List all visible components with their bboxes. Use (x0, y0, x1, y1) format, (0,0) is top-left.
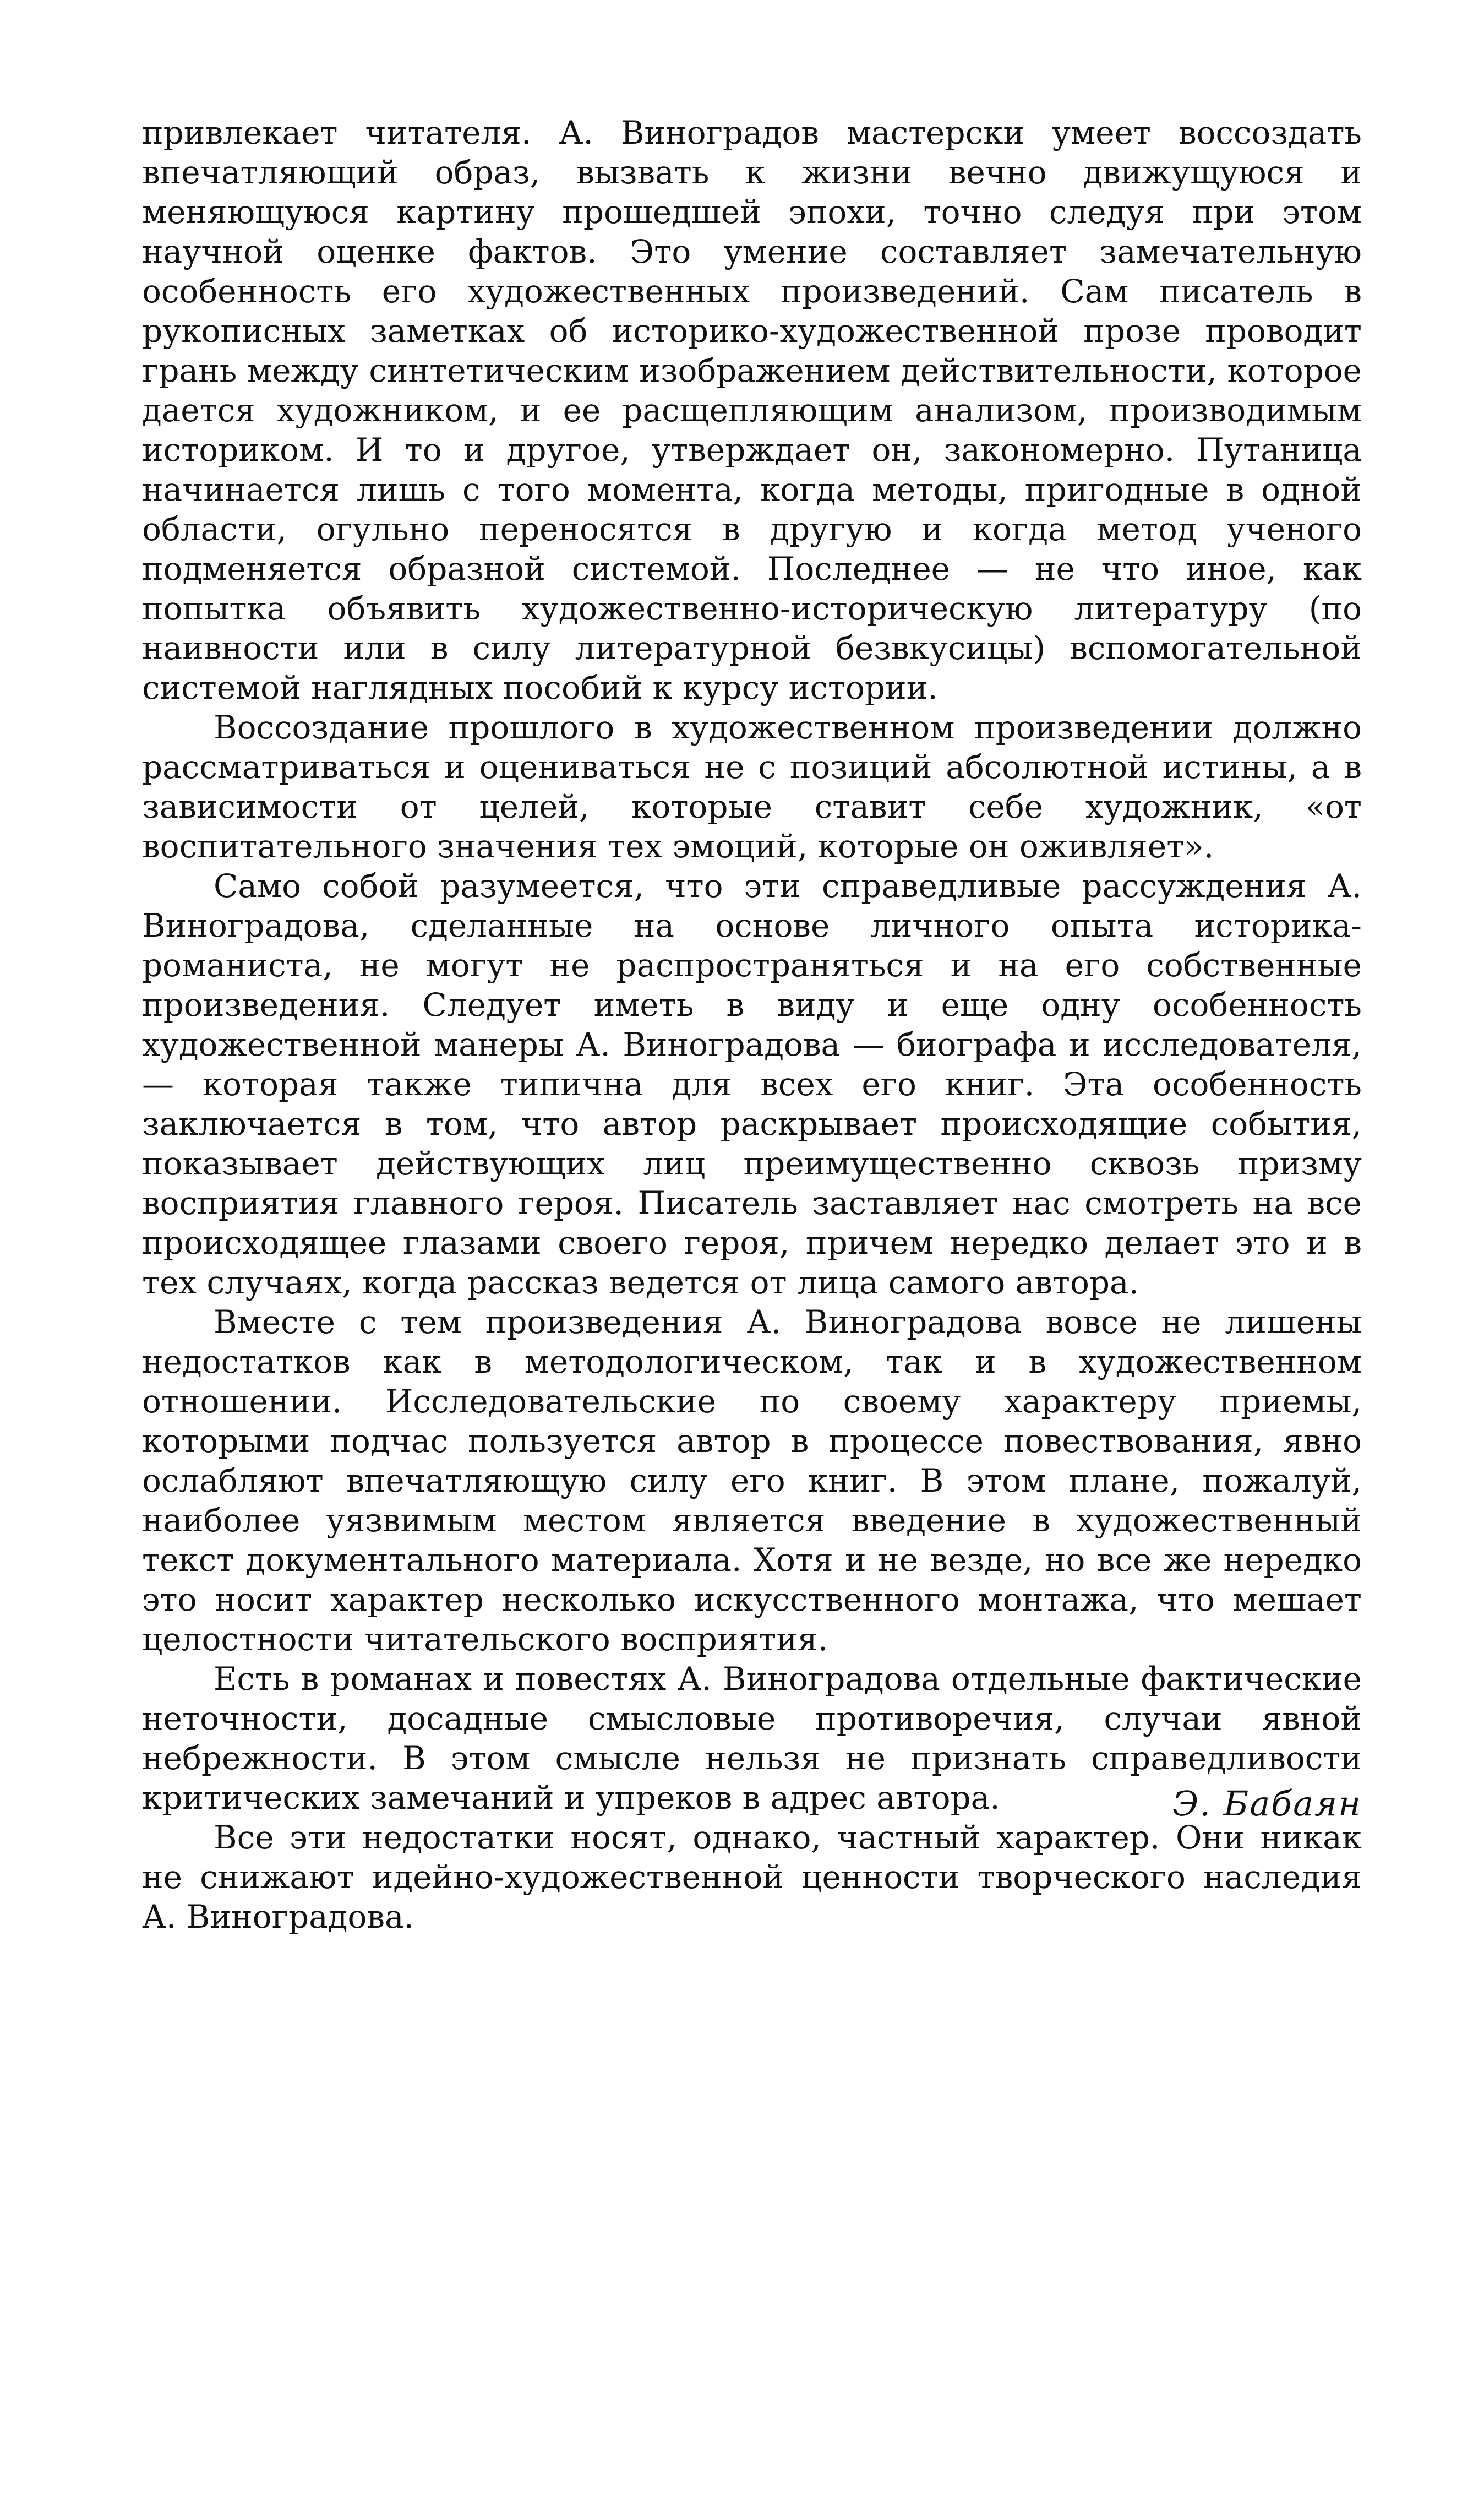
paragraph-2: Воссоздание прошлого в художественном произведении должно рассматриваться и оцениваться не с позиций абсолютной истины, а в зависимости от целей, которые ставит себе художник, «от воспитательного значения тех эмоций, которые он оживляет». (142, 709, 1362, 865)
author-signature: Э. Бабаян (1172, 1783, 1362, 1824)
article-body (142, 113, 1362, 1937)
paragraph-6: Все эти недостатки носят, однако, частный характер. Они никак не снижают идейно-художественной ценности творческого наследия А. Виноградова. (142, 1819, 1362, 1935)
paragraph-3: Само собой разумеется, что эти справедливые рассуждения А. Виноградова, сделанные на основе личного опыта историка-романиста, не могут не распространяться и на его собственные произведения. Следует иметь в виду и еще одну особенность художественной манеры А. Виноградова — биографа и исследователя,— которая также типична для всех его книг. Эта особенность заключается в том, что автор раскрывает происходящие события, показывает действующих лиц преимущественно сквозь призму восприятия главного героя. Писатель заставляет нас смотреть на все происходящее глазами своего героя, причем нередко делает это и в тех случаях, когда рассказ ведется от лица самого автора. (142, 867, 1362, 1301)
paragraph-5: Есть в романах и повестях А. Виноградова отдельные фактические неточности, досадные смысловые противоречия, случаи явной небрежности. В этом смысле нельзя не признать справедливости критических замечаний и упреков в адрес автора. (142, 1660, 1362, 1817)
paragraph-4: Вместе с тем произведения А. Виноградова вовсе не лишены недостатков как в методологическом, так и в художественном отношении. Исследовательские по своему характеру приемы, которыми подчас пользуется автор в процессе повествования, явно ослабляют впечатляющую силу его книг. В этом плане, пожалуй, наиболее уязвимым местом является введение в художественный текст документального материала. Хотя и не везде, но все же нередко это носит характер несколько искусственного монтажа, что мешает целостности читательского восприятия. (142, 1303, 1362, 1658)
paragraph-1: привлекает читателя. А. Виноградов мастерски умеет воссоздать впечатляющий образ, вызвать к жизни вечно движущуюся и меняющуюся картину прошедшей эпохи, точно следуя при этом научной оценке фактов. Это умение составляет замечательную особенность его художественных произведений. Сам писатель в рукописных заметках об историко-художественной прозе проводит грань между синтетическим изображением действительности, которое дается художником, и ее расщепляющим анализом, производимым историком. И то и другое, утверждает он, закономерно. Путаница начинается лишь с того момента, когда методы, пригодные в одной области, огульно переносятся в другую и когда метод ученого подменяется образной системой. Последнее — не что иное, как попытка объявить художественно-историческую литературу (по наивности или в силу литературной безвкусицы) вспомогательной системой наглядных пособий к курсу истории. (142, 114, 1362, 706)
